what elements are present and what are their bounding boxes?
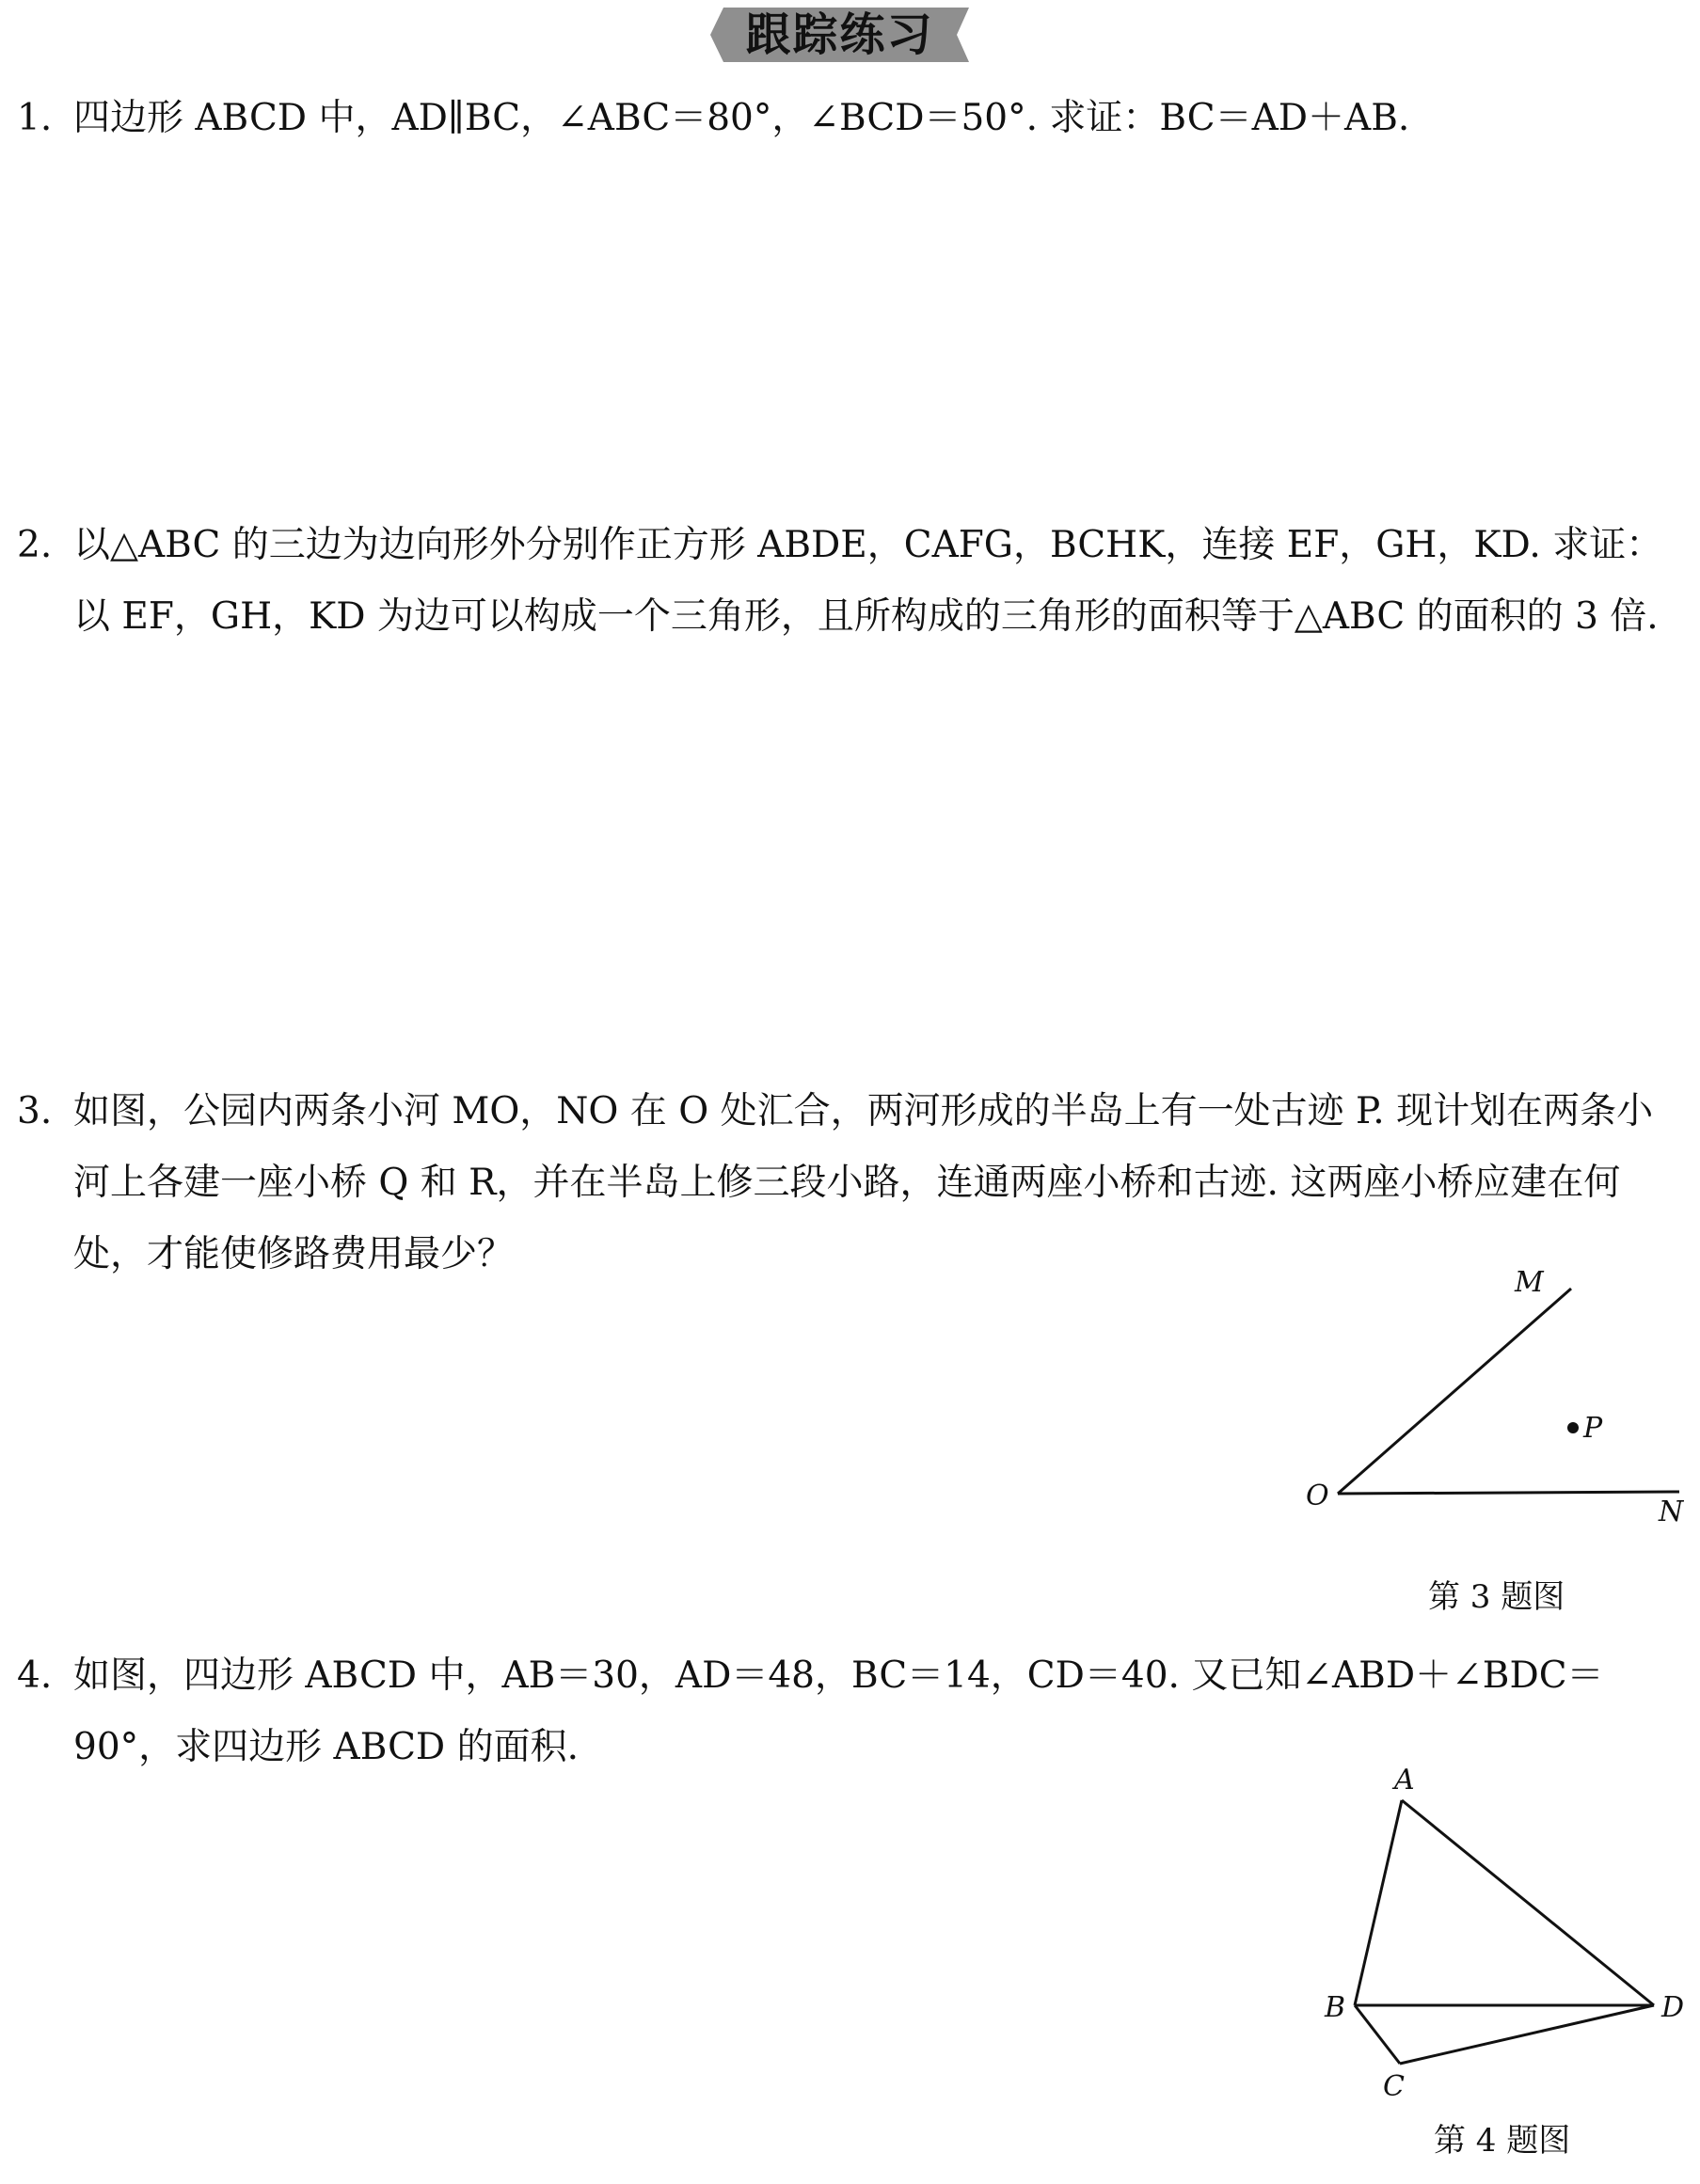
label-c: C [1383, 2070, 1405, 2103]
side-ab [1355, 1800, 1402, 2005]
label-a: A [1394, 1764, 1415, 1796]
section-banner [710, 4, 969, 66]
side-cd [1400, 2005, 1654, 2064]
side-ad [1402, 1800, 1654, 2005]
section-title: 跟踪练习 [745, 8, 934, 61]
problem-number: 4. [17, 1654, 53, 1697]
figure-4-diagram [1308, 1759, 1693, 2116]
label-o: O [1306, 1480, 1329, 1512]
label-d: D [1661, 1991, 1685, 2024]
figure-4-caption: 第 4 题图 [1434, 2122, 1571, 2160]
river-no-line [1338, 1492, 1679, 1494]
label-m: M [1515, 1266, 1544, 1299]
problem-text: 以△ABC 的三边为边向形外分别作正方形 ABDE，CAFG，BCHK，连接 EF，GH，KD. 求证：以 EF，GH，KD 为边可以构成一个三角形，且所构成的三角形的面积等于△ABC 的面积的 3 倍. [73, 524, 1663, 638]
side-bc [1355, 2005, 1400, 2064]
label-n: N [1659, 1496, 1684, 1528]
problem-text: 如图，四边形 ABCD 中，AB＝30，AD＝48，BC＝14，CD＝40. 又已知∠ABD＋∠BDC＝90°，求四边形 ABCD 的面积. [73, 1654, 1604, 1768]
problem-number: 1. [17, 97, 53, 139]
problem-number: 3. [17, 1090, 53, 1132]
problem-2 [17, 510, 1687, 736]
figure-3-diagram [1289, 1260, 1684, 1533]
river-mo-line [1338, 1289, 1571, 1494]
problem-text: 四边形 ABCD 中，AD∥BC，∠ABC＝80°，∠BCD＝50°. 求证：BC＝AD＋AB. [73, 97, 1410, 139]
label-p: P [1583, 1412, 1603, 1445]
label-b: B [1325, 1991, 1346, 2024]
problem-text: 如图，公园内两条小河 MO，NO 在 O 处汇合，两河形成的半岛上有一处古迹 P. 现计划在两条小河上各建一座小桥 Q 和 R，并在半岛上修三段小路，连通两座小桥和古迹. 这两座小桥应建在何处，才能使修路费用最少？ [73, 1090, 1654, 1275]
problem-1 [17, 83, 1687, 158]
point-p-dot [1567, 1422, 1579, 1433]
figure-3-caption: 第 3 题图 [1428, 1578, 1565, 1616]
problem-number: 2. [17, 524, 53, 566]
